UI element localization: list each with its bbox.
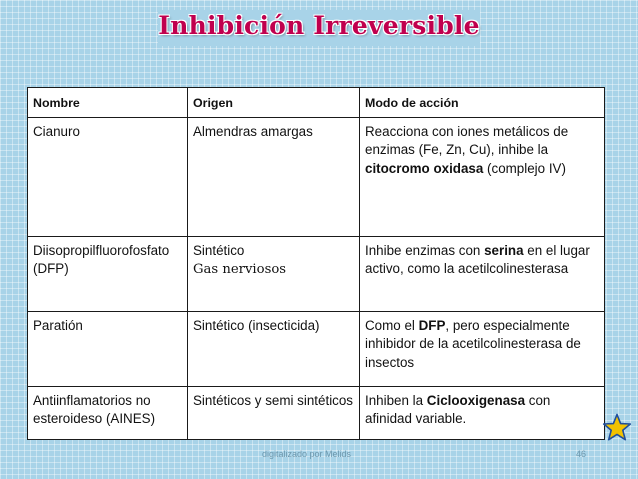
cell-origen: Sintético (insecticida)	[188, 311, 360, 386]
action-text-bold: DFP	[418, 317, 446, 333]
action-text: en el lugar activo, como la acetilcolinesterasa	[365, 242, 590, 277]
star-icon[interactable]	[602, 413, 632, 443]
inhibitors-table	[27, 87, 605, 440]
cell-modo-de-accion	[360, 311, 605, 386]
table-row	[28, 117, 605, 236]
page-number: 46	[576, 449, 587, 459]
table-row	[28, 236, 605, 311]
cell-modo-de-accion	[360, 117, 605, 236]
action-text: Como el	[365, 317, 419, 333]
action-text: Inhibe enzimas con	[365, 242, 485, 258]
header-modo-de-accion: Modo de acción	[360, 88, 605, 118]
cell-nombre: Cianuro	[28, 117, 188, 236]
action-text: Inhiben la	[365, 392, 427, 408]
cell-origen: Sintéticos y semi sintéticos	[188, 386, 360, 439]
cell-nombre-text: Diisopropilfluorofosfato (DFP)	[33, 242, 170, 277]
cell-origen: Almendras amargas	[188, 117, 360, 236]
cell-modo-de-accion	[360, 386, 605, 439]
cell-nombre: Antiinflamatorios no esteroideso (AINES)	[28, 386, 188, 439]
star-shape	[604, 415, 631, 440]
header-origen: Origen	[188, 88, 360, 118]
action-text-bold: Ciclooxigenasa	[426, 392, 526, 408]
cell-modo-de-accion	[360, 236, 605, 311]
cell-origen-text: Sintético	[193, 242, 245, 258]
slide-title: Inhibición Irreversible	[158, 11, 480, 40]
action-text-bold: serina	[484, 242, 524, 258]
action-text: , pero especialmente inhibidor de la acetilcolinesterasa de insectos	[365, 317, 581, 370]
cell-origen	[188, 236, 360, 311]
action-text: (complejo IV)	[483, 160, 566, 176]
cell-origen-secondary: Gas nerviosos	[193, 262, 287, 278]
footer-text: digitalizado por Melids	[262, 449, 352, 459]
action-text-bold: citocromo oxidasa	[365, 160, 484, 176]
action-text: con afinidad variable.	[365, 392, 551, 427]
action-text: Reacciona con iones metálicos de enzimas (Fe, Zn, Cu), inhibe la	[365, 123, 569, 158]
header-nombre: Nombre	[28, 88, 188, 118]
cell-nombre	[28, 236, 188, 311]
table-row	[28, 386, 605, 439]
table-row	[28, 311, 605, 386]
table-header-row	[28, 88, 605, 118]
cell-nombre: Paratión	[28, 311, 188, 386]
